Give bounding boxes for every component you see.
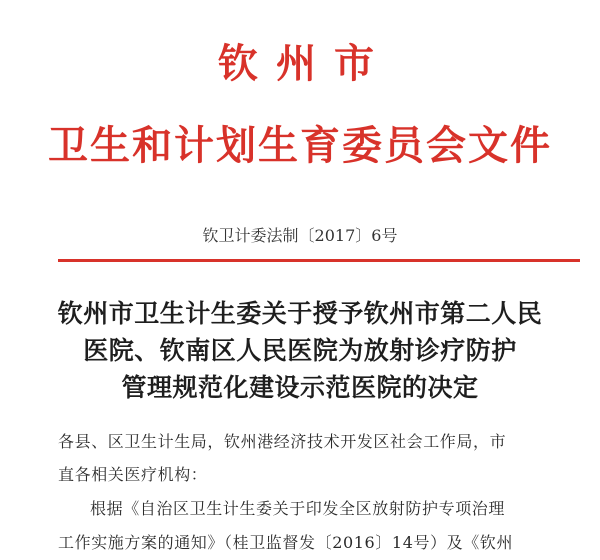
document-title-line-1: 钦州市卫生计生委关于授予钦州市第二人民 — [57, 299, 543, 328]
body-line-3: 根据《自治区卫生计生委关于印发全区放射防护专项治理 — [90, 499, 506, 518]
body-line-4: 工作实施方案的通知》（桂卫监督发〔2016〕14号）及《钦州 — [58, 533, 514, 552]
body-line-1: 各县、区卫生计生局，钦州港经济技术开发区社会工作局，市 — [58, 432, 507, 451]
document-title-line-2: 医院、钦南区人民医院为放射诊疗防护 — [83, 336, 517, 365]
document-title-line-3: 管理规范化建设示范医院的决定 — [121, 373, 479, 402]
body-line-2: 直各相关医疗机构： — [58, 465, 208, 484]
red-divider — [58, 259, 580, 262]
issuer-department: 卫生和计划生育委员会文件 — [48, 122, 552, 169]
issuer-city: 钦州市 — [218, 40, 392, 87]
document-number: 钦卫计委法制〔2017〕6号 — [202, 226, 398, 245]
